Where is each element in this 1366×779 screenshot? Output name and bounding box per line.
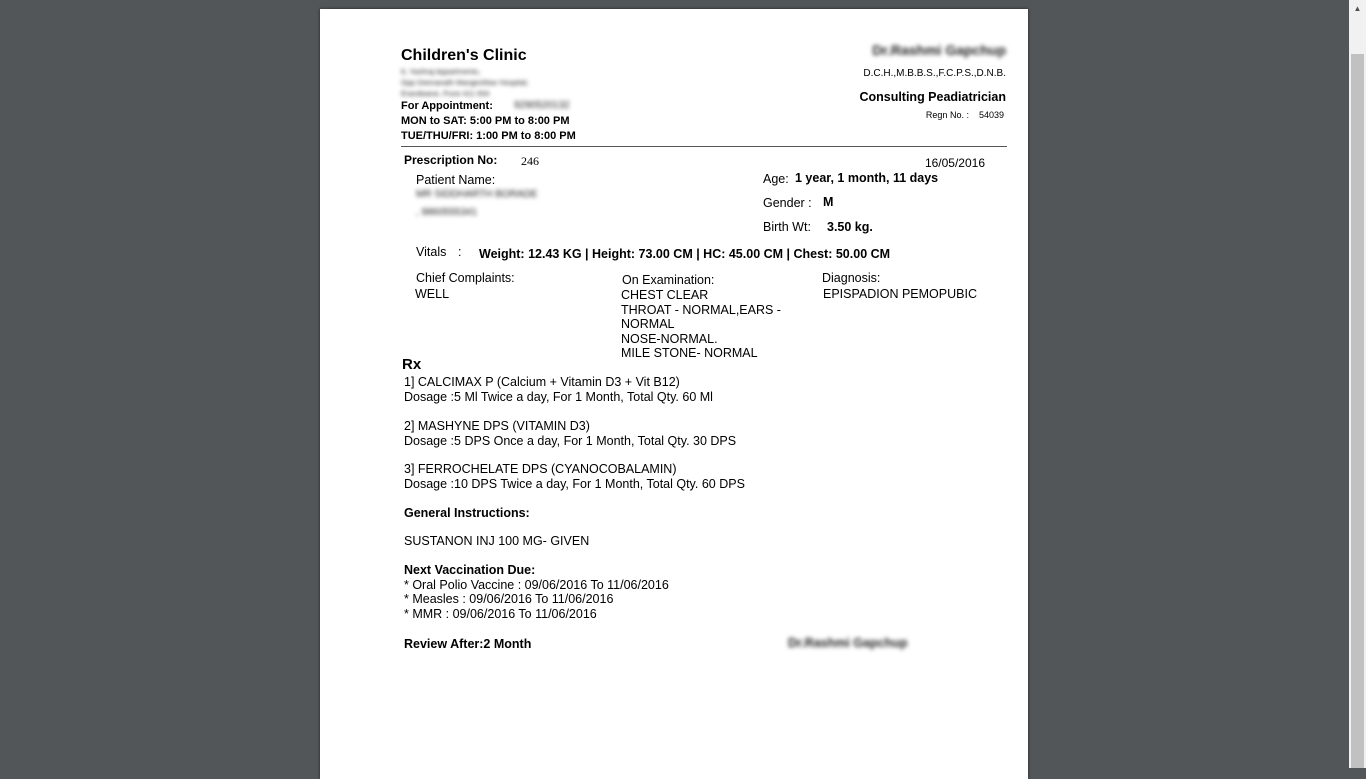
header-divider	[401, 146, 1007, 147]
scrollbar-thumb[interactable]	[1351, 54, 1364, 768]
doctor-qualification: D.C.H.,M.B.B.S.,F.C.P.S.,D.N.B.	[863, 68, 1006, 79]
prescription-date: 16/05/2016	[924, 156, 985, 170]
rx-item	[404, 462, 745, 491]
general-instructions-label: General Instructions:	[404, 506, 530, 520]
doctor-role: Consulting Peadiatrician	[859, 90, 1006, 104]
vaccination-label: Next Vaccination Due:	[404, 563, 536, 577]
diagnosis-label: Diagnosis:	[822, 271, 881, 285]
examination-label: On Examination:	[622, 273, 715, 287]
examination-line: MILE STONE- NORMAL	[621, 346, 758, 360]
doctor-name: Dr.Rashmi Gapchup	[872, 42, 1006, 58]
registration-number	[926, 110, 1004, 120]
regn-label: Regn No. :	[925, 110, 969, 120]
diagnosis-value: EPISPADION PEMOPUBIC	[823, 287, 977, 301]
age-label: Age:	[763, 172, 789, 186]
general-instructions-value: SUSTANON INJ 100 MG- GIVEN	[404, 534, 590, 548]
patient-name-label: Patient Name:	[416, 173, 496, 187]
timing-line: TUE/THU/FRI: 1:00 PM to 8:00 PM	[401, 130, 576, 142]
medicine-dosage: Dosage :10 DPS Twice a day, For 1 Month, Total Qty. 60 DPS	[404, 476, 745, 491]
medicine-dosage: Dosage :5 DPS Once a day, For 1 Month, Total Qty. 30 DPS	[404, 433, 737, 448]
birth-weight-value: 3.50 kg.	[827, 220, 873, 234]
scroll-up-arrow-icon[interactable]: ▲	[1353, 4, 1362, 13]
vitals-colon: :	[458, 245, 462, 259]
vaccination-item: * Measles : 09/06/2016 To 11/06/2016	[404, 592, 614, 606]
regn-value: 54039	[978, 110, 1004, 120]
prescription-no-label: Prescription No:	[404, 153, 498, 167]
appointment-phone: 9290520132	[514, 100, 570, 111]
age-value: 1 year, 1 month, 11 days	[795, 171, 939, 185]
review-after: Review After:2 Month	[404, 637, 532, 651]
vertical-scrollbar[interactable]	[1349, 0, 1366, 768]
rx-symbol: Rx	[402, 356, 422, 373]
chief-complaints-value: WELL	[415, 287, 450, 301]
clinic-address-line: Erandwane, Pune 411 004	[401, 89, 490, 98]
appointment-label: For Appointment:	[401, 100, 493, 112]
rx-item	[404, 375, 713, 404]
vaccination-item: * MMR : 09/06/2016 To 11/06/2016	[404, 606, 597, 621]
chief-complaints-label: Chief Complaints:	[416, 271, 515, 285]
prescription-no-value: 246	[521, 154, 539, 168]
medicine-name: 2] MASHYNE DPS (VITAMIN D3)	[404, 419, 590, 433]
medicine-dosage: Dosage :5 Ml Twice a day, For 1 Month, Total Qty. 60 Ml	[404, 389, 713, 404]
vaccination-item: * Oral Polio Vaccine : 09/06/2016 To 11/06/2016	[404, 577, 669, 592]
prescription-page	[320, 9, 1028, 779]
examination-line: CHEST CLEAR	[621, 288, 709, 302]
clinic-address-line: Opp Deenanath Mangeshkar Hospital,	[401, 78, 529, 87]
vitals-label: Vitals	[416, 245, 447, 259]
medicine-name: 1] CALCIMAX P (Calcium + Vitamin D3 + Vit B12)	[404, 375, 680, 389]
patient-phone: , 9860555341	[416, 207, 478, 218]
vitals-value: Weight: 12.43 KG | Height: 73.00 CM | HC: 45.00 CM | Chest: 50.00 CM	[479, 247, 891, 261]
rx-item	[404, 419, 736, 448]
gender-label: Gender :	[763, 196, 812, 210]
examination-line: NORMAL	[621, 317, 675, 331]
birth-weight-label: Birth Wt:	[763, 220, 811, 234]
patient-name-value: MR SIDDHARTH BORADE	[416, 189, 538, 200]
gender-value: M	[823, 195, 834, 209]
examination-findings	[621, 288, 781, 361]
examination-line: THROAT - NORMAL,EARS -	[621, 302, 781, 317]
doctor-signature: Dr.Rashmi Gapchup	[788, 636, 908, 650]
clinic-name: Children's Clinic	[401, 47, 527, 64]
vaccination-section	[404, 563, 669, 621]
clinic-address-line: 6, Yashraj Appartments,	[401, 67, 481, 76]
timing-line: MON to SAT: 5:00 PM to 8:00 PM	[401, 115, 570, 127]
examination-line: NOSE-NORMAL.	[621, 331, 718, 346]
medicine-name: 3] FERROCHELATE DPS (CYANOCOBALAMIN)	[404, 462, 677, 476]
